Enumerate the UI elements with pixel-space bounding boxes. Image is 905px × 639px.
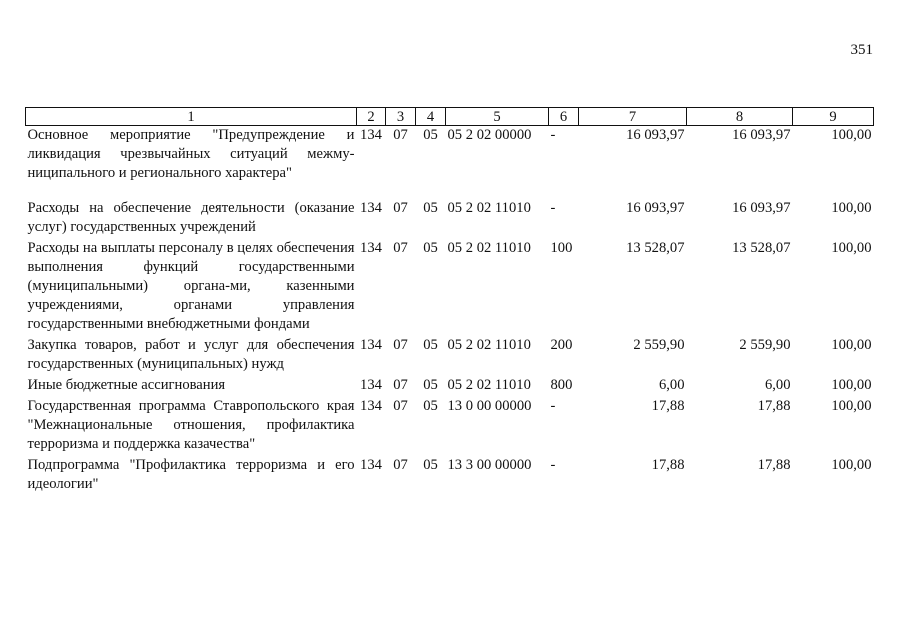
column-header: 4 — [416, 108, 446, 126]
cell-subsection: 05 — [423, 398, 438, 414]
cell-amount-actual: 17,88 — [757, 457, 791, 473]
cell-amount-actual: 2 559,90 — [739, 337, 791, 353]
row-name: Иные бюджетные ассигнования — [27, 377, 226, 393]
cell-expense-type: - — [550, 127, 556, 143]
cell-target-article: 05 2 02 00000 — [447, 127, 532, 143]
cell-percent: 100,00 — [831, 337, 872, 353]
cell-ministry: 134 — [360, 127, 382, 143]
cell-section: 07 — [393, 398, 408, 414]
column-header: 6 — [549, 108, 579, 126]
cell-amount-plan: 2 559,90 — [633, 337, 685, 353]
cell-amount-actual: 13 528,07 — [732, 240, 791, 256]
cell-ministry: 134 — [360, 337, 382, 353]
column-header: 5 — [446, 108, 549, 126]
row-name: Расходы на выплаты персоналу в целях обеспечения выполнения функций государственными (муниципальными) органа-ми, казенными учреждениями, органами управления государственными внебюджетными фондами — [27, 240, 355, 332]
cell-expense-type: 100 — [550, 240, 573, 256]
page-number: 351 — [850, 42, 873, 58]
cell-section: 07 — [393, 240, 408, 256]
table-row — [26, 456, 874, 496]
cell-amount-plan: 16 093,97 — [626, 200, 685, 216]
cell-percent: 100,00 — [831, 127, 872, 143]
cell-section: 07 — [393, 457, 408, 473]
cell-amount-plan: 13 528,07 — [626, 240, 685, 256]
cell-amount-plan: 17,88 — [651, 457, 685, 473]
cell-amount-actual: 16 093,97 — [732, 127, 791, 143]
cell-amount-plan: 6,00 — [658, 377, 685, 393]
cell-target-article: 05 2 02 11010 — [447, 200, 531, 216]
cell-target-article: 05 2 02 11010 — [447, 377, 531, 393]
cell-percent: 100,00 — [831, 377, 872, 393]
cell-subsection: 05 — [423, 377, 438, 393]
cell-ministry: 134 — [360, 398, 382, 414]
cell-section: 07 — [393, 377, 408, 393]
row-name: Закупка товаров, работ и услуг для обеспечения государственных (муниципальных) нужд — [27, 337, 355, 372]
column-header: 8 — [687, 108, 793, 126]
cell-section: 07 — [393, 337, 408, 353]
cell-target-article: 05 2 02 11010 — [447, 337, 531, 353]
cell-ministry: 134 — [360, 377, 382, 393]
table-row — [26, 397, 874, 456]
cell-expense-type: - — [550, 200, 556, 216]
cell-subsection: 05 — [423, 457, 438, 473]
cell-section: 07 — [393, 127, 408, 143]
table-header-row — [26, 108, 874, 126]
table-row — [26, 199, 874, 239]
cell-amount-plan: 17,88 — [651, 398, 685, 414]
table-row — [26, 239, 874, 336]
cell-amount-actual: 6,00 — [764, 377, 791, 393]
cell-ministry: 134 — [360, 200, 382, 216]
cell-expense-type: 200 — [550, 337, 573, 353]
cell-ministry: 134 — [360, 240, 382, 256]
column-header: 9 — [793, 108, 874, 126]
row-name: Государственная программа Ставропольского края "Межнациональные отношения, профилактика терроризма и поддержка казачества" — [27, 398, 355, 452]
column-header: 1 — [26, 108, 357, 126]
cell-ministry: 134 — [360, 457, 382, 473]
row-name: Подпрограмма "Профилактика терроризма и его идеологии" — [27, 457, 355, 492]
cell-subsection: 05 — [423, 240, 438, 256]
table-row — [26, 336, 874, 376]
cell-target-article: 13 3 00 00000 — [447, 457, 532, 473]
cell-subsection: 05 — [423, 337, 438, 353]
cell-target-article: 13 0 00 00000 — [447, 398, 532, 414]
column-header: 2 — [357, 108, 386, 126]
cell-percent: 100,00 — [831, 240, 872, 256]
column-header: 3 — [386, 108, 416, 126]
budget-table — [25, 107, 874, 496]
table-row — [26, 126, 874, 200]
table-row — [26, 376, 874, 397]
cell-subsection: 05 — [423, 200, 438, 216]
column-header: 7 — [579, 108, 687, 126]
cell-percent: 100,00 — [831, 200, 872, 216]
cell-amount-actual: 17,88 — [757, 398, 791, 414]
cell-section: 07 — [393, 200, 408, 216]
cell-amount-plan: 16 093,97 — [626, 127, 685, 143]
cell-expense-type: 800 — [550, 377, 573, 393]
cell-percent: 100,00 — [831, 457, 872, 473]
cell-expense-type: - — [550, 457, 556, 473]
row-name: Основное мероприятие "Предупреждение и ликвидация чрезвычайных ситуаций межму-ниципального и регионального характера" — [27, 127, 355, 181]
row-name: Расходы на обеспечение деятельности (оказание услуг) государственных учреждений — [27, 200, 355, 235]
cell-subsection: 05 — [423, 127, 438, 143]
cell-expense-type: - — [550, 398, 556, 414]
cell-percent: 100,00 — [831, 398, 872, 414]
cell-target-article: 05 2 02 11010 — [447, 240, 531, 256]
cell-amount-actual: 16 093,97 — [732, 200, 791, 216]
